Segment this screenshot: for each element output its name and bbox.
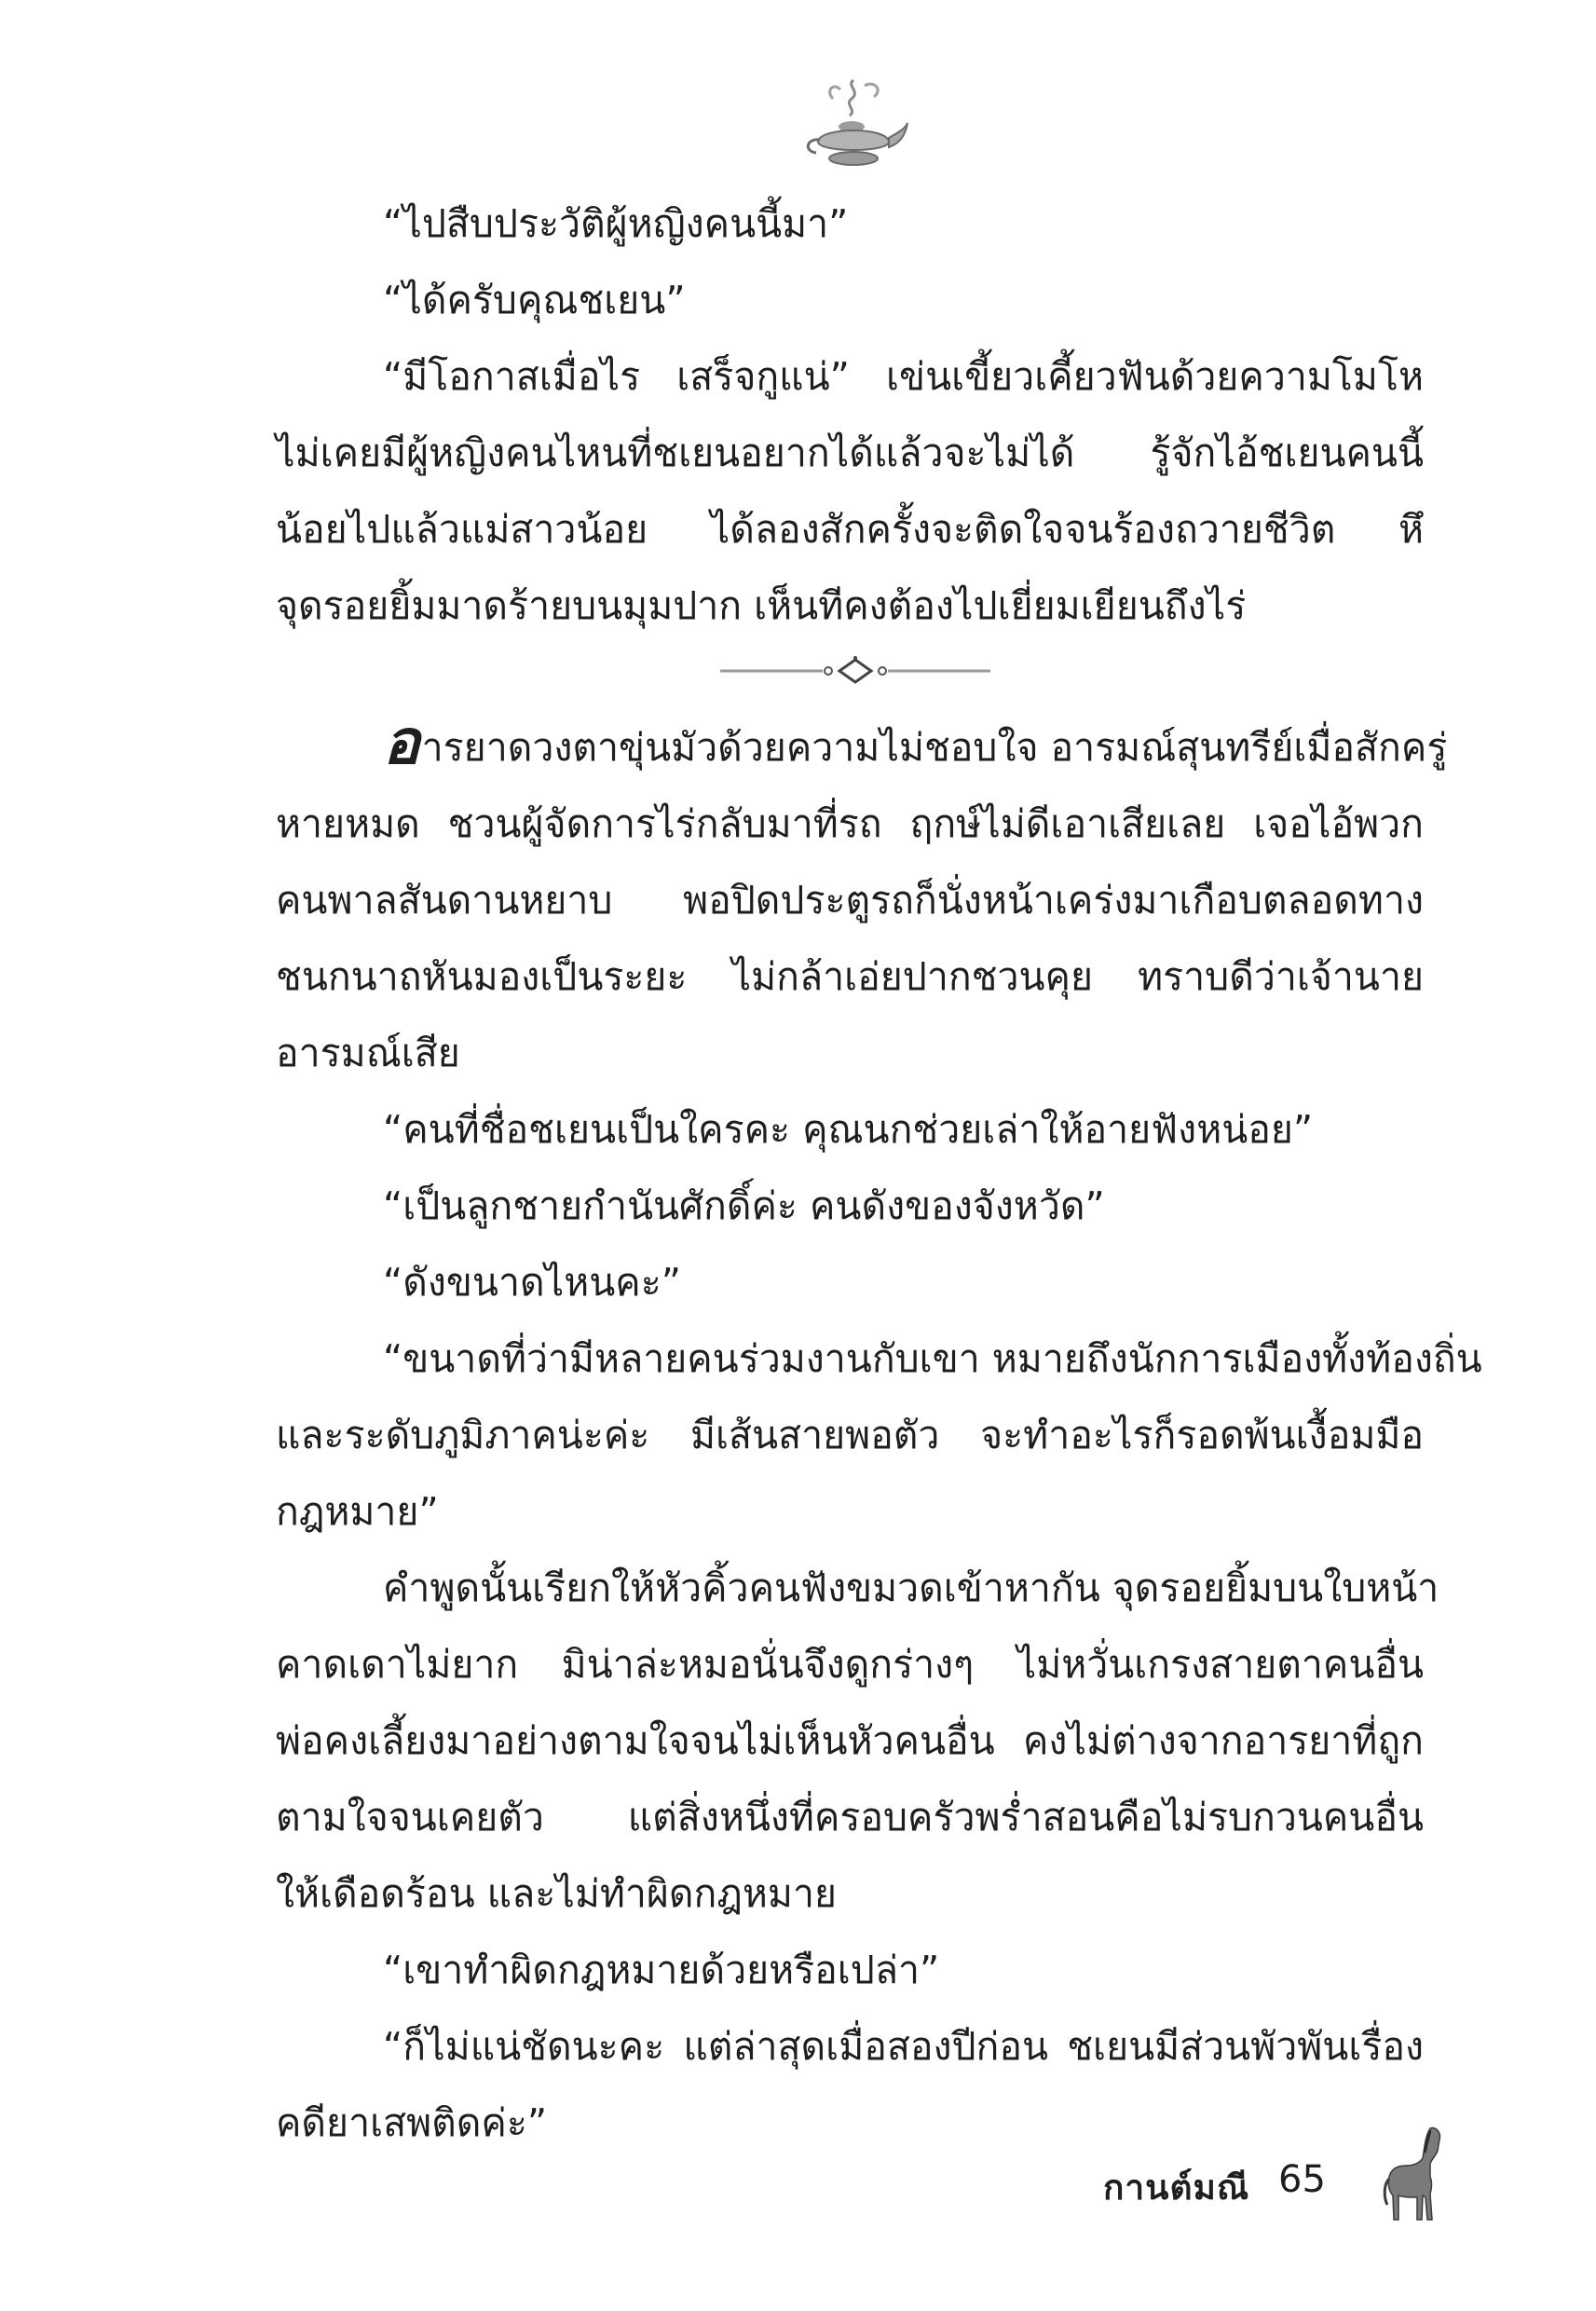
running-footer-title: กานต์มณี (1103, 2167, 1250, 2208)
text-line: กฎหมาย” (276, 1489, 439, 1534)
text-line: ตามใจจนเคยตัว แต่สิ่งหนึ่งที่ครอบครัวพร่ำสอนคือไม่รบกวนคนอื่น (276, 1795, 1424, 1839)
magic-lamp-icon (799, 73, 909, 171)
text-line: “เขาทำผิดกฎหมายด้วยหรือเปล่า” (383, 1948, 940, 1992)
text-line: “มีโอกาสเมื่อไร เสร็จกูแน่” เข่นเขี้ยวเคี้ยวฟันด้วยความโมโห (383, 354, 1424, 399)
text-line: จุดรอยยิ้มมาดร้ายบนมุมปาก เห็นทีคงต้องไปเยี่ยมเยียนถึงไร่ (276, 583, 1247, 628)
text-line: คนพาลสันดานหยาบ พอปิดประตูรถก็นั่งหน้าเคร่งมาเกือบตลอดทาง (276, 878, 1424, 923)
text-line: และระดับภูมิภาคน่ะค่ะ มีเส้นสายพอตัว จะทำอะไรก็รอดพ้นเงื้อมมือ (276, 1413, 1424, 1457)
text-line: ารยาดวงตาขุ่นมัวด้วยความไม่ชอบใจ อารมณ์สุนทรีย์เมื่อสักครู่ (421, 725, 1448, 770)
text-line: ไม่เคยมีผู้หญิงคนไหนที่ชเยนอยากได้แล้วจะไม่ได้ รู้จักไอ้ชเยนคนนี้ (276, 431, 1424, 475)
text-line: ชนกนาถหันมองเป็นระยะ ไม่กล้าเอ่ยปากชวนคุย ทราบดีว่าเจ้านาย (276, 954, 1424, 999)
text-line: ให้เดือดร้อน และไม่ทำผิดกฎหมาย (276, 1871, 838, 1916)
drop-cap: อ (383, 705, 420, 778)
text-line: พ่อคงเลี้ยงมาอย่างตามใจจนไม่เห็นหัวคนอื่น คงไม่ต่างจากอารยาที่ถูก (276, 1718, 1424, 1763)
text-line: “เป็นลูกชายกำนันศักดิ์ค่ะ คนดังของจังหวัด” (383, 1183, 1105, 1228)
ornament-divider (720, 654, 990, 688)
text-line: คดียาเสพติดค่ะ” (276, 2100, 548, 2145)
text-line: น้อยไปแล้วแม่สาวน้อย ได้ลองสักครั้งจะติดใจจนร้องถวายชีวิต หึ (276, 507, 1424, 552)
text-line: คาดเดาไม่ยาก มิน่าล่ะหมอนั่นจึงดูกร่างๆ ไม่หวั่นเกรงสายตาคนอื่น (276, 1642, 1424, 1687)
text-line: “ดังขนาดไหนคะ” (383, 1260, 681, 1305)
text-line: หายหมด ชวนผู้จัดการไร่กลับมาที่รถ ฤกษ์ไม่ดีเอาเสียเลย เจอไอ้พวก (276, 801, 1424, 846)
text-line: คำพูดนั้นเรียกให้หัวคิ้วคนฟังขมวดเข้าหากัน จุดรอยยิ้มบนใบหน้า (383, 1566, 1439, 1610)
text-line-dropcap (276, 705, 1448, 778)
text-line: “ขนาดที่ว่ามีหลายคนร่วมงานกับเขา หมายถึงนักการเมืองทั้งท้องถิ่น (383, 1336, 1482, 1381)
page-number: 65 (1278, 2158, 1326, 2201)
text-line: “ก็ไม่แน่ชัดนะคะ แต่ล่าสุดเมื่อสองปีก่อน ชเยนมีส่วนพัวพันเรื่อง (383, 2024, 1424, 2069)
text-line: “ได้ครับคุณชเยน” (383, 278, 686, 322)
text-line: “คนที่ชื่อชเยนเป็นใครคะ คุณนกช่วยเล่าให้อายฟังหน่อย” (383, 1107, 1314, 1152)
text-line: “ไปสืบประวัติผู้หญิงคนนี้มา” (383, 201, 849, 246)
horse-icon (1382, 2123, 1454, 2225)
text-line: อารมณ์เสีย (276, 1031, 460, 1075)
